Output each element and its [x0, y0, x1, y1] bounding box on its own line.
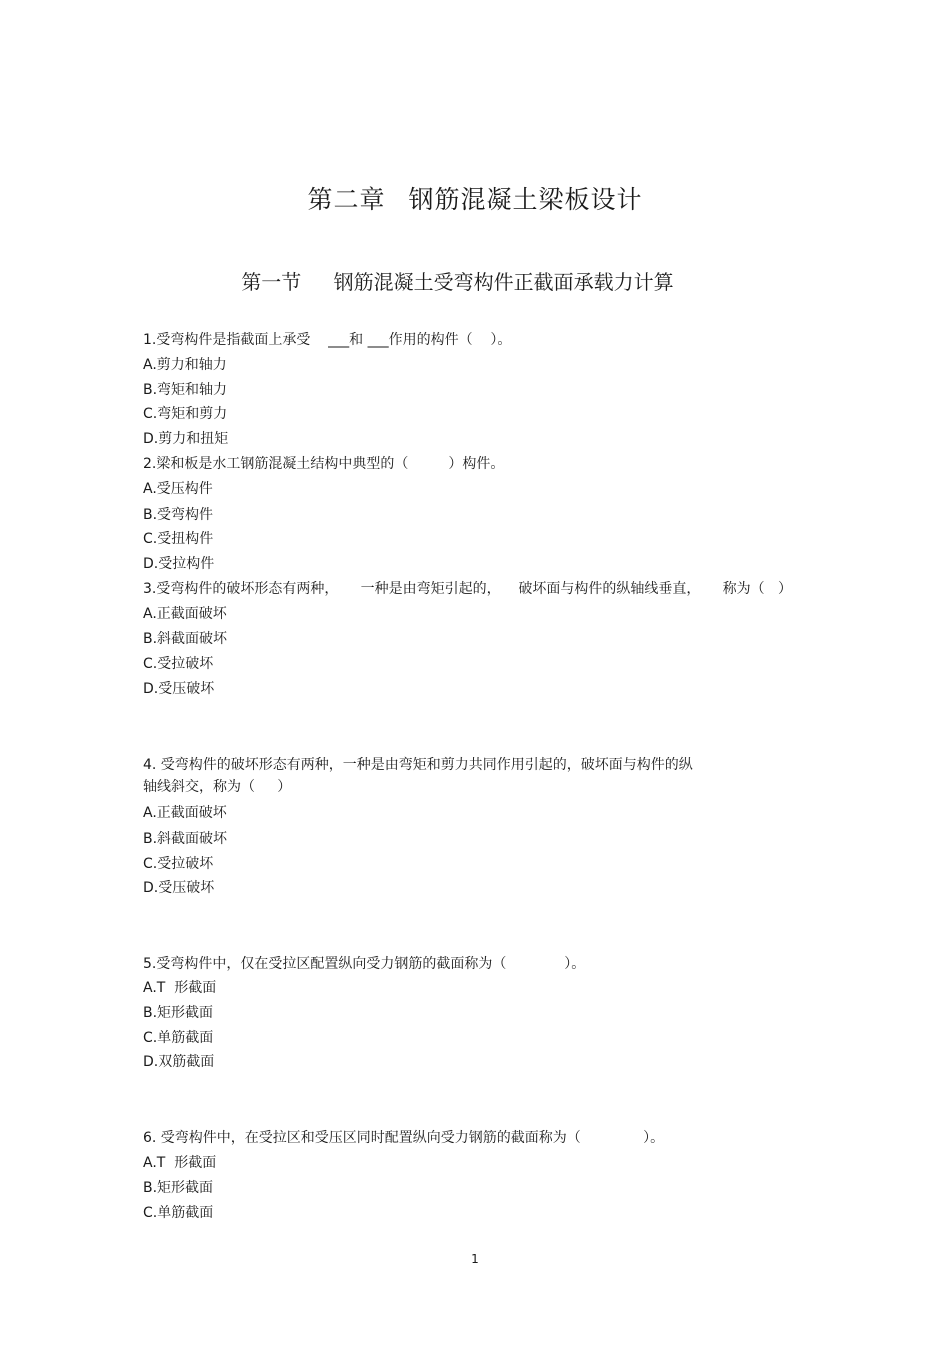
question-1-stem: 1.受弯构件是指截面上承受 ___和 ___作用的构件（ ）。	[143, 332, 512, 348]
question-1-option-c: C.弯矩和剪力	[143, 406, 228, 422]
question-5-option-d: D.双筋截面	[143, 1054, 215, 1070]
question-3-option-c: C.受拉破坏	[143, 656, 214, 672]
question-5-option-b: B.矩形截面	[143, 1005, 214, 1021]
question-2-option-c: C.受扭构件	[143, 531, 214, 547]
question-6-option-b: B.矩形截面	[143, 1180, 214, 1196]
question-5-option-c: C.单筋截面	[143, 1030, 214, 1046]
question-4-stem-line-2: 轴线斜交，称为（ ）	[143, 779, 292, 795]
question-4-stem-line-1: 4. 受弯构件的破坏形态有两种，一种是由弯矩和剪力共同作用引起的，破坏面与构件的纵	[143, 757, 693, 773]
question-6-option-a: A.T 形截面	[143, 1155, 217, 1171]
question-6-option-c: C.单筋截面	[143, 1205, 214, 1221]
question-3-option-d: D.受压破坏	[143, 681, 215, 697]
section-title: 第一节 钢筋混凝土受弯构件正截面承载力计算	[241, 270, 674, 294]
page-number: 1	[471, 1252, 479, 1266]
question-3-option-b: B.斜截面破坏	[143, 631, 228, 647]
question-3-option-a: A.正截面破坏	[143, 606, 227, 622]
question-5-option-a: A.T 形截面	[143, 980, 217, 996]
question-2-option-a: A.受压构件	[143, 481, 213, 497]
question-2-option-b: B.受弯构件	[143, 507, 214, 523]
question-2-stem: 2.梁和板是水工钢筋混凝土结构中典型的（ ）构件。	[143, 456, 505, 472]
question-4-option-b: B.斜截面破坏	[143, 831, 228, 847]
question-1-option-a: A.剪力和轴力	[143, 357, 227, 373]
question-4-option-c: C.受拉破坏	[143, 856, 214, 872]
question-3-stem: 3.受弯构件的破坏形态有两种， 一种是由弯矩引起的， 破坏面与构件的纵轴线垂直， 称为（ ）	[143, 581, 793, 597]
question-5-stem: 5.受弯构件中，仅在受拉区配置纵向受力钢筋的截面称为（ ）。	[143, 956, 586, 972]
question-1-option-b: B.弯矩和轴力	[143, 382, 228, 398]
question-2-option-d: D.受拉构件	[143, 556, 215, 572]
question-4-option-a: A.正截面破坏	[143, 805, 227, 821]
question-4-option-d: D.受压破坏	[143, 880, 215, 896]
chapter-title: 第二章 钢筋混凝土梁板设计	[307, 185, 643, 214]
question-1-option-d: D.剪力和扭矩	[143, 431, 229, 447]
question-6-stem: 6. 受弯构件中，在受拉区和受压区同时配置纵向受力钢筋的截面称为（ ）。	[143, 1130, 665, 1146]
